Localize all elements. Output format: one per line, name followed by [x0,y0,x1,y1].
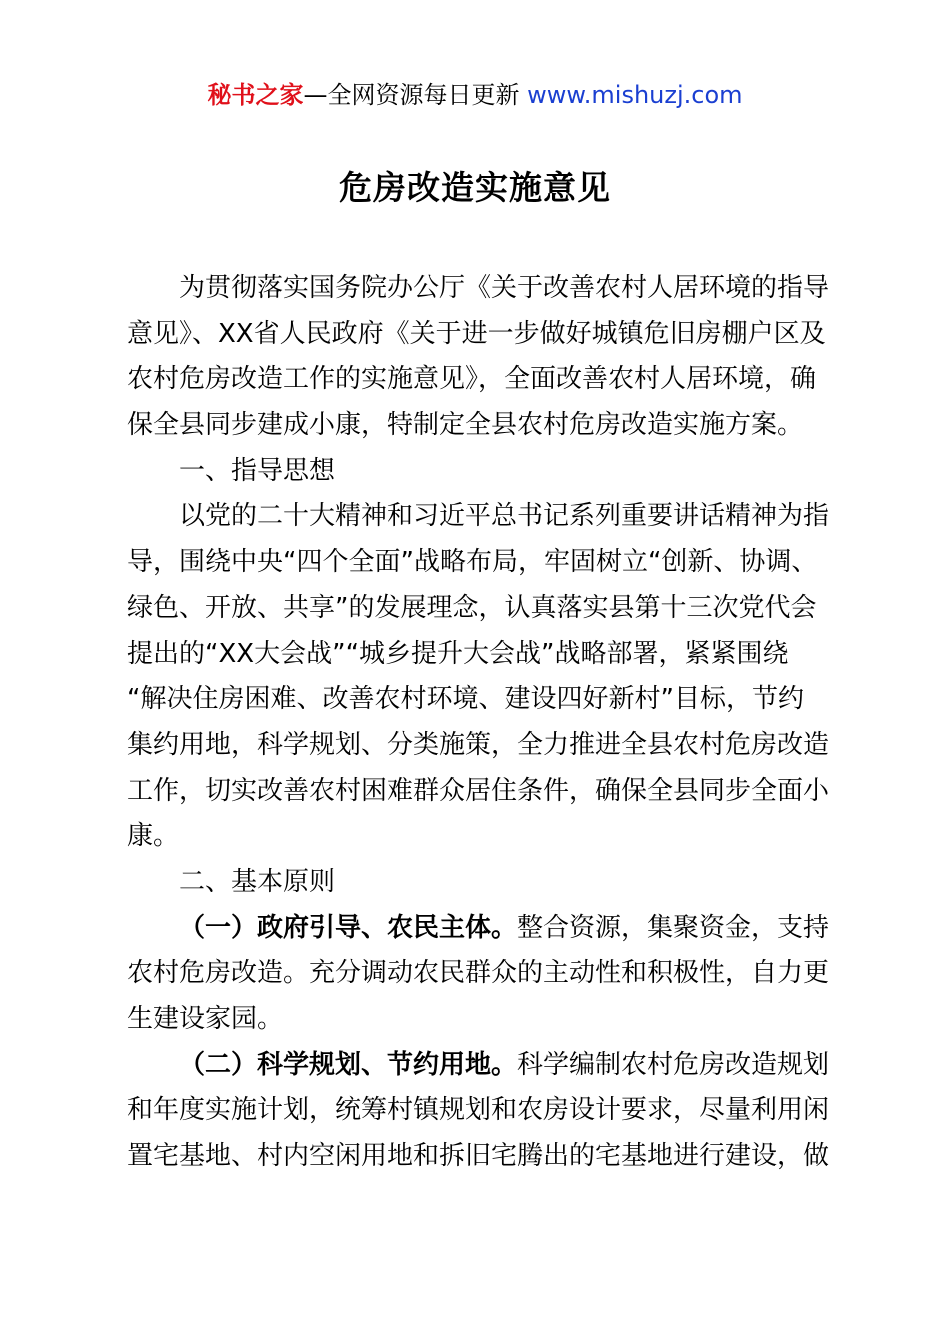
paragraph-line [127,540,839,586]
site-header [0,78,950,112]
paragraph-line [127,997,839,1043]
line-text: 以党的二十大精神和习近平总书记系列重要讲话精神为指 [179,501,830,532]
paragraph-line [127,632,839,678]
paragraph-line [127,357,839,403]
line-text: 保全县同步建成小康，特制定全县农村危房改造实施方案。 [127,410,804,441]
line-text: 整合资源，集聚资金，支持 [517,912,830,943]
paragraph-line [127,1088,839,1134]
paragraph-line [127,723,839,769]
site-brand: 秘书之家 [207,81,304,109]
paragraph-line [127,586,839,632]
paragraph-line [127,951,839,997]
paragraph-line [127,403,839,449]
document-body [127,266,839,1180]
section-heading [127,449,839,495]
paragraph-line [127,814,839,860]
line-text: 绿色、开放、共享”的发展理念，认真落实县第十三次党代会 [127,592,817,623]
line-text: 和年度实施计划，统筹村镇规划和农房设计要求，尽量利用闲 [127,1095,830,1126]
principle-heading: （二）科学规划、节约用地。 [179,1049,518,1080]
line-text: 为贯彻落实国务院办公厅《关于改善农村人居环境的指导 [179,273,830,303]
paragraph-line [127,312,839,358]
line-text: 集约用地，科学规划、分类施策，全力推进全县农村危房改造 [127,729,830,760]
paragraph-line [127,677,839,723]
paragraph-line [127,266,839,312]
document-title: 危房改造实施意见 [339,168,611,207]
section-heading-text: 一、指导思想 [179,455,336,486]
line-text: 置宅基地、村内空闲用地和拆旧宅腾出的宅基地进行建设，做 [127,1141,830,1172]
site-tagline: —全网资源每日更新 [303,81,528,109]
principle-line [127,906,839,952]
line-text: 农村危房改造工作的实施意见》，全面改善农村人居环境，确 [127,364,817,395]
line-text: 康。 [127,821,180,852]
site-url-link[interactable]: www.mishuzj.com [527,81,743,109]
section-heading-text: 二、基本原则 [179,866,336,897]
paragraph-line [127,494,839,540]
line-text: 生建设家园。 [127,1004,284,1034]
principle-line [127,1043,839,1089]
principle-heading: （一）政府引导、农民主体。 [179,912,518,943]
line-text: 意见》、XX省人民政府《关于进一步做好城镇危旧房棚户区及 [127,318,826,349]
line-text: 提出的“XX大会战”“城乡提升大会战”战略部署，紧紧围绕 [127,638,789,669]
line-text: 农村危房改造。充分调动农民群众的主动性和积极性，自力更 [127,958,830,989]
line-text: “解决住房困难、改善农村环境、建设四好新村”目标，节约 [127,684,804,715]
line-text: 科学编制农村危房改造规划 [517,1049,830,1080]
paragraph-line [127,1134,839,1180]
section-heading [127,860,839,906]
line-text: 工作，切实改善农村困难群众居住条件，确保全县同步全面小 [127,775,830,806]
paragraph-line [127,769,839,815]
line-text: 导，围绕中央“四个全面”战略布局，牢固树立“创新、协调、 [127,547,818,578]
